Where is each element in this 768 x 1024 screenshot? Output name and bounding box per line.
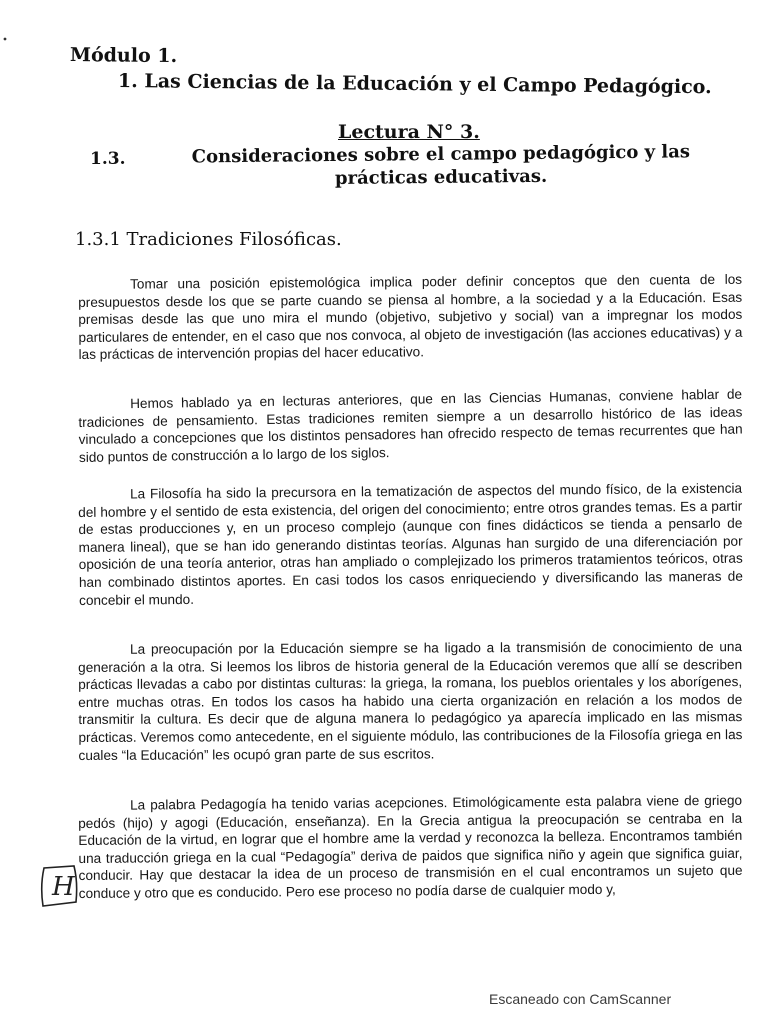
module-title: Módulo 1. — [69, 44, 178, 68]
reading-label: Lectura N° 3. — [338, 121, 480, 143]
section-title: 1. Las Ciencias de la Educación y el Campo Pedagógico. — [117, 70, 712, 99]
handwritten-margin-mark — [38, 862, 82, 910]
paragraph-philosophy: La Filosofía ha sido la precursora en la tematización de aspectos del mundo físico, de la existencia del hombre y el sentido de esta existencia, del origen del conocimiento; entre otros grandes temas. Es a partir de estas producciones y, en un proceso complejo (aunque con fines didácticos se tienda a pensarlo de manera lineal), que se han ido generando distintas teorías. Algunas han surgido de una diferenciación por oposición de una teoría anterior, otras han ampliado o complejizado los primeros tratamientos teóricos, otras han combinado distintos aportes. En casi todos los casos enriqueciendo y diversificando las maneras de concebir el mundo. — [78, 480, 743, 608]
paragraph-education-history: La preocupación por la Educación siempre se ha ligado a la transmisión de conocimiento de una generación a la otra. Si leemos los libros de historia general de la Educación veremos que allí se describen prácticas llevadas a cabo por distintas culturas: la griega, la romana, los pueblos orientales y los aborígenes, entre muchas otras. En todos los casos ha habido una cierta organización en relación a los modos de transmitir la cultura. Es decir que de alguna manera lo pedagógico ya aparecía implicado en las mismas prácticas. Veremos como antecedente, en el siguiente módulo, las contribuciones de la Filosofía griega en las cuales “la Educación” les ocupó gran parte de sus escritos. — [78, 639, 743, 763]
subsection-number: 1.3. — [90, 149, 126, 169]
paragraph-epistemology: Tomar una posición epistemológica implica poder definir conceptos que den cuenta de los presupuestos desde los que se parte cuando se piensa al hombre, a la sociedad y a la Educación. Esas premisas desde las que uno mira el mundo (objetivo, subjetivo y social) van a impregnar los modos particulares de entender, en el caso que nos convoca, al objeto de investigación (las acciones educativas) y a las prácticas de intervención propias del hacer educativo. — [78, 271, 743, 363]
scan-speck — [2, 36, 8, 42]
scanner-watermark: Escaneado con CamScanner — [489, 991, 672, 1007]
paragraph-pedagogy-etymology: La palabra Pedagogía ha tenido varias acepciones. Etimológicamente esta palabra viene de griego pedós (hijo) y agogi (Educación, enseñanza). En la Grecia antigua la preocupación se centraba en la Educación de la virtud, en lograr que el hombre ame la verdad y reconozca la belleza. Encontramos también una traducción griega en la cual “Pedagogía” deriva de paidos que significa niño y agein que significa guiar, conducir. Hay que destacar la idea de un proceso de transmisión en el cual encontramos un sujeto que conduce y otro que es conducido. Pero ese proceso no podía darse de cualquier modo y, — [78, 792, 743, 901]
margin-mark-letter: H — [52, 872, 75, 902]
subsubsection-title: 1.3.1 Tradiciones Filosóficas. — [75, 229, 342, 250]
paragraph-traditions: Hemos hablado ya en lecturas anteriores, que en las Ciencias Humanas, conviene hablar de tradiciones de pensamiento. Estas tradiciones remiten siempre a un desarrollo histórico de las ideas vinculado a concepciones que los distintos pensadores han ofrecido respecto de temas recurrentes que han sido puntos de construcción a lo largo de los siglos. — [78, 386, 743, 465]
subsection-title: Consideraciones sobre el campo pedagógico y las prácticas educativas. — [191, 141, 691, 190]
